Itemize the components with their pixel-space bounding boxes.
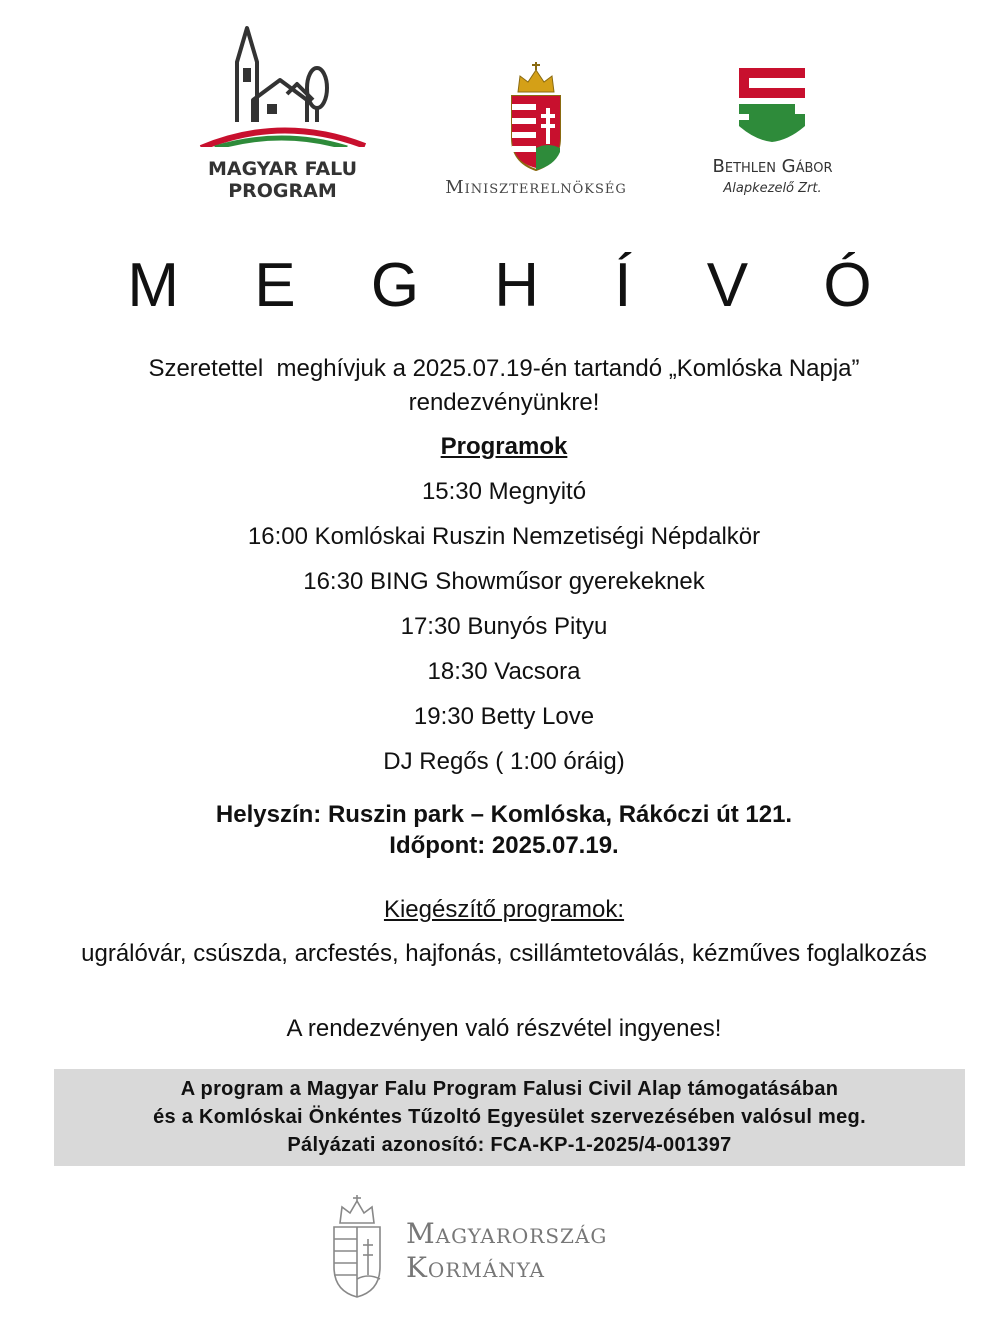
gov-line1: Magyarország: [406, 1217, 608, 1250]
logo-bethlen-gabor: [700, 64, 845, 204]
event-time: Időpont: 2025.07.19.: [389, 832, 619, 859]
programs-heading: Programok: [440, 433, 568, 460]
support-line1: A program a Magyar Falu Program Falusi Civil Alap támogatásában: [180, 1078, 839, 1100]
extras-list: ugrálóvár, csúszda, arcfestés, hajfonás, csillámtetoválás, kézműves foglalkozás: [81, 940, 927, 967]
hungarian-coat-of-arms-icon: [506, 62, 566, 172]
bethlen-line2: Alapkezelő Zrt.: [723, 181, 822, 196]
logo-magyar-falu-program: [195, 22, 370, 207]
miniszterelnokseg-label: Miniszterelnökség: [445, 177, 627, 198]
hungarian-coat-of-arms-outline-icon: [330, 1195, 384, 1299]
event-location: Helyszín: Ruszin park – Komlóska, Rákóczi út 121.: [215, 801, 793, 828]
gov-line2: Kormánya: [406, 1251, 545, 1284]
program-item: 15:30 Megnyitó: [421, 478, 587, 505]
bethlen-shield-icon: [737, 64, 807, 142]
free-entry-note: A rendezvényen való részvétel ingyenes!: [286, 1015, 722, 1042]
mfp-line1: MAGYAR FALU: [207, 158, 358, 180]
bethlen-line1: Bethlen Gábor: [712, 156, 833, 177]
village-church-icon: [195, 22, 370, 147]
mfp-line2: PROGRAM: [228, 180, 337, 202]
intro-line2: rendezvényünkre!: [408, 389, 600, 416]
logo-miniszterelnokseg: [420, 62, 652, 202]
program-item: 17:30 Bunyós Pityu: [400, 613, 608, 640]
intro-text: [0, 352, 1008, 420]
program-item: 18:30 Vacsora: [427, 658, 581, 685]
intro-line1: Szeretettel meghívjuk a 2025.07.19-én tartandó „Komlóska Napja”: [148, 355, 860, 382]
support-line2: és a Komlóskai Önkéntes Tűzoltó Egyesület szervezésében valósul meg.: [153, 1106, 866, 1128]
page-title: M E G H Í V Ó: [127, 251, 901, 320]
program-item: 19:30 Betty Love: [413, 703, 595, 730]
program-item: DJ Regős ( 1:00 óráig): [383, 748, 625, 775]
support-line3: Pályázati azonosító: FCA-KP-1-2025/4-001397: [287, 1134, 732, 1156]
program-item: 16:30 BING Showműsor gyerekeknek: [303, 568, 705, 595]
footer-government-logo: [330, 1195, 670, 1305]
support-box: [54, 1069, 965, 1166]
program-item: 16:00 Komlóskai Ruszin Nemzetiségi Népdalkör: [247, 523, 761, 550]
extras-heading: Kiegészítő programok:: [383, 896, 625, 923]
